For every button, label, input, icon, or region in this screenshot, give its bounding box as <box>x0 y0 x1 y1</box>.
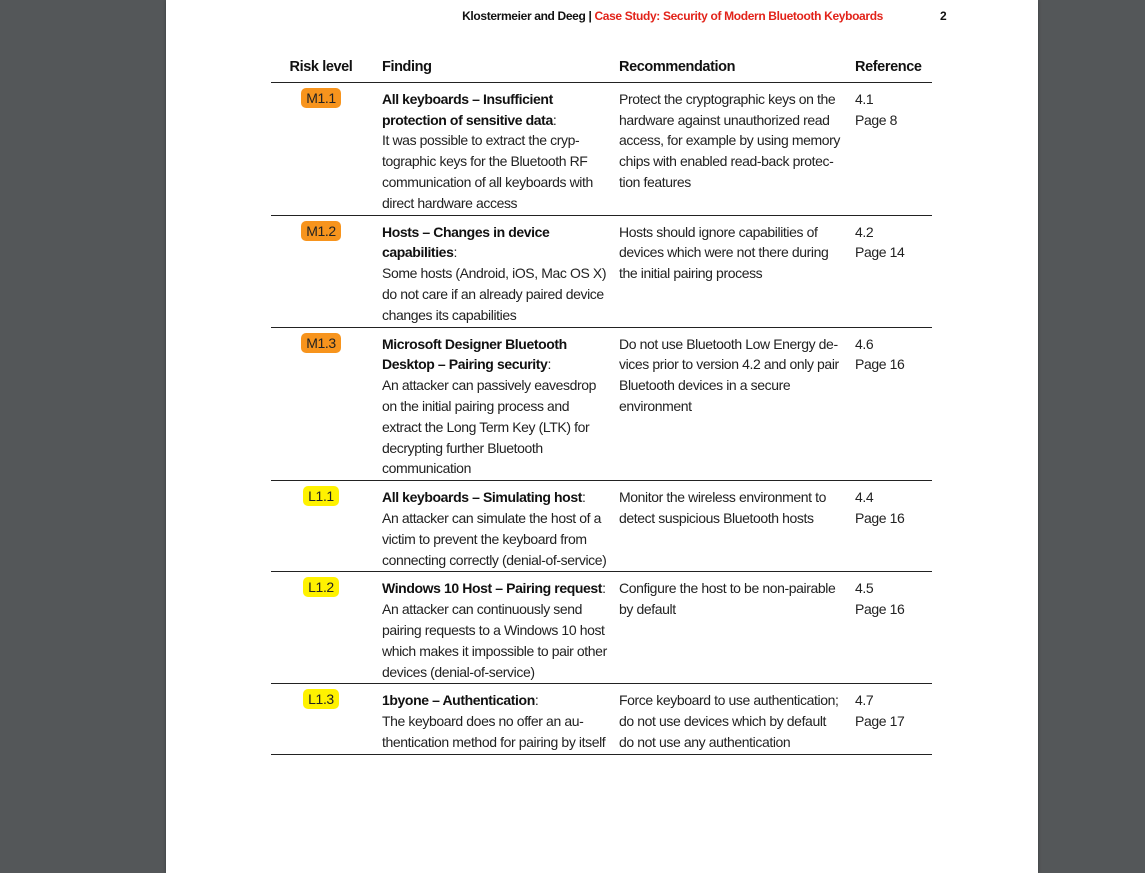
risk-badge: M1.2 <box>301 221 341 241</box>
recommendation-text: Force keyboard to use authentication; do not use devices which by default do not use any authentication <box>619 692 839 750</box>
table-row <box>271 82 932 215</box>
recommendation-text: Configure the host to be non-pairable by default <box>619 580 836 618</box>
risk-badge: L1.3 <box>303 689 339 709</box>
reference-page: Page 16 <box>855 509 905 526</box>
recommendation-text: Monitor the wireless environment to detect suspicious Bluetooth hosts <box>619 489 826 526</box>
recommendation-text: Protect the cryptographic keys on the hardware against unauthorized read access, for example by using memory chips with enabled read-back protec-tion features <box>619 90 840 190</box>
recommendation-text: Do not use Bluetooth Low Energy de-vices prior to version 4.2 and only pair Bluetooth devices in a secure environment <box>619 335 839 414</box>
risk-badge: M1.3 <box>301 333 341 353</box>
table-row <box>271 684 932 754</box>
finding-colon: : <box>534 692 539 709</box>
recommendation-cell <box>612 215 848 327</box>
reference-page: Page 14 <box>855 244 905 261</box>
finding-title: Windows 10 Host – Pairing request <box>382 580 603 597</box>
reference-cell <box>848 572 932 684</box>
table-row <box>271 481 932 572</box>
table-row <box>271 327 932 481</box>
risk-cell <box>271 481 375 572</box>
column-header-recommendation: Recommendation <box>612 57 848 82</box>
table-row <box>271 572 932 684</box>
reference-cell <box>848 684 932 754</box>
recommendation-cell <box>612 481 848 572</box>
finding-cell <box>375 572 612 684</box>
reference-page: Page 17 <box>855 713 905 730</box>
table-header-row <box>271 57 932 82</box>
reference-section: 4.7 <box>855 692 874 709</box>
risk-cell <box>271 82 375 215</box>
page-number: 2 <box>940 9 947 23</box>
table-row <box>271 215 932 327</box>
finding-colon: : <box>547 356 551 373</box>
reference-page: Page 8 <box>855 111 897 128</box>
risk-cell <box>271 327 375 481</box>
finding-colon: : <box>552 111 557 128</box>
reference-section: 4.4 <box>855 489 874 506</box>
header-authors: Klostermeier and Deeg <box>462 9 586 23</box>
column-header-risk: Risk level <box>271 57 375 82</box>
header-case-study-title: Case Study: Security of Modern Bluetooth Keyboards <box>594 9 883 23</box>
finding-cell <box>375 82 612 215</box>
recommendation-cell <box>612 327 848 481</box>
running-title <box>462 9 883 23</box>
finding-colon: : <box>453 244 457 261</box>
finding-title: 1byone – Authentication <box>382 692 535 709</box>
finding-colon: : <box>581 489 586 506</box>
finding-cell <box>375 327 612 481</box>
table-body <box>271 82 932 754</box>
reference-cell <box>848 82 932 215</box>
finding-title: Microsoft Designer Bluetooth Desktop – Pairing security <box>382 335 567 373</box>
reference-page: Page 16 <box>855 356 905 373</box>
recommendation-cell <box>612 82 848 215</box>
finding-cell <box>375 684 612 754</box>
finding-description: An attacker can passively eavesdrop on the initial pairing process and extract the Long Term Key (LTK) for decrypting further Bluetooth communication <box>382 377 597 477</box>
risk-cell <box>271 215 375 327</box>
finding-description: It was possible to extract the cryp-tographic keys for the Bluetooth RF communication of all keyboards with direct hardware access <box>382 132 593 211</box>
running-header <box>166 9 1038 27</box>
finding-cell <box>375 215 612 327</box>
risk-badge: L1.1 <box>303 486 339 506</box>
column-header-reference: Reference <box>848 57 932 82</box>
recommendation-cell <box>612 572 848 684</box>
risk-badge: L1.2 <box>303 577 339 597</box>
risk-cell <box>271 572 375 684</box>
reference-section: 4.5 <box>855 580 874 597</box>
reference-cell <box>848 481 932 572</box>
document-page <box>166 0 1038 873</box>
header-separator: | <box>585 9 595 23</box>
reference-page: Page 16 <box>855 601 905 618</box>
reference-section: 4.1 <box>855 90 874 107</box>
recommendation-cell <box>612 684 848 754</box>
reference-section: 4.6 <box>855 335 874 352</box>
finding-description: An attacker can simulate the host of a victim to prevent the keyboard from connecting correctly (denial-of-service) <box>382 509 607 568</box>
risk-badge: M1.1 <box>301 88 341 108</box>
finding-colon: : <box>602 580 606 597</box>
finding-description: An attacker can continuously send pairing requests to a Windows 10 host which makes it impossible to pair other devices (denial-of-service) <box>382 601 607 680</box>
findings-table <box>271 57 932 755</box>
risk-cell <box>271 684 375 754</box>
finding-description: Some hosts (Android, iOS, Mac OS X) do not care if an already paired device changes its capabilities <box>382 265 607 323</box>
finding-title: All keyboards – Insufficient protection of sensitive data <box>382 90 553 128</box>
recommendation-text: Hosts should ignore capabilities of devices which were not there during the initial pairing process <box>619 223 829 282</box>
finding-description: The keyboard does no offer an au-thentication method for pairing by itself <box>382 713 606 750</box>
finding-title: All keyboards – Simulating host <box>382 489 582 506</box>
finding-cell <box>375 481 612 572</box>
reference-cell <box>848 215 932 327</box>
column-header-finding: Finding <box>375 57 612 82</box>
finding-title: Hosts – Changes in device capabilities <box>382 223 550 261</box>
reference-section: 4.2 <box>855 223 874 240</box>
reference-cell <box>848 327 932 481</box>
